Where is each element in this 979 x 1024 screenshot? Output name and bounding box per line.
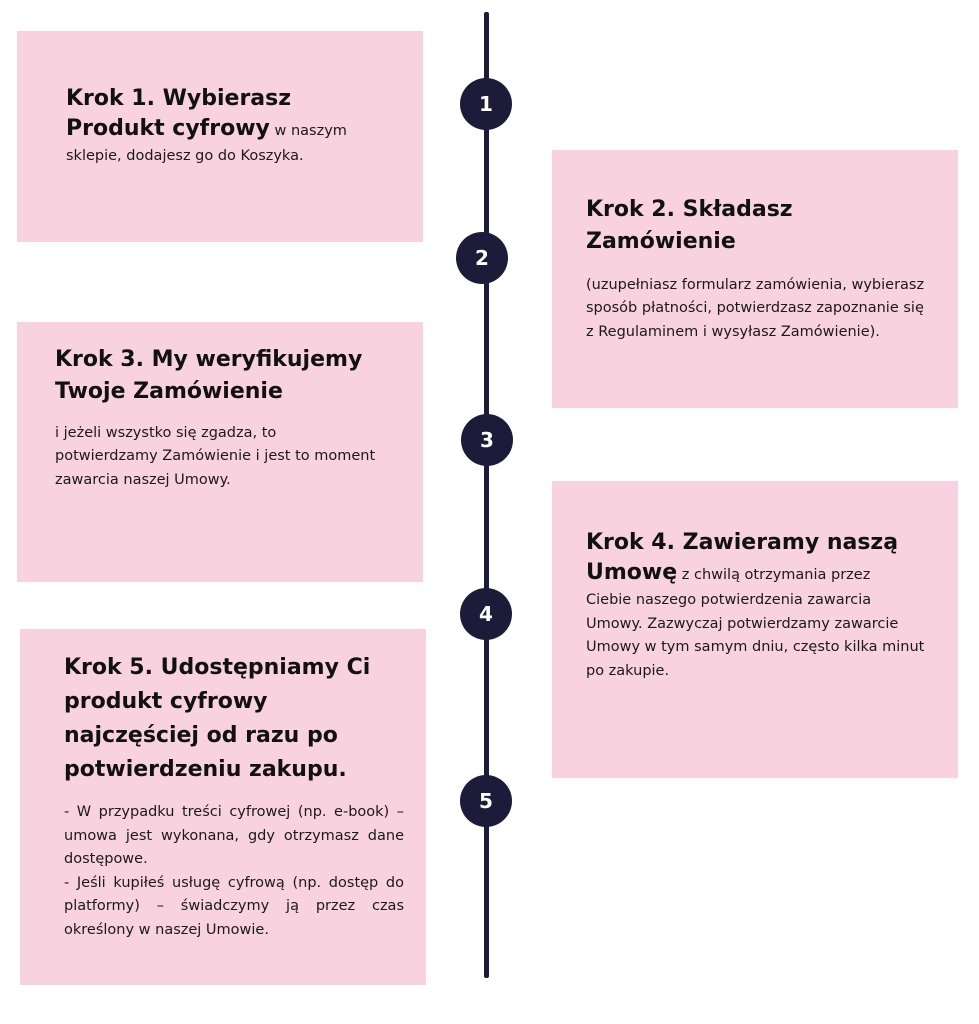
step-4-title-line2: Umowę — [586, 559, 678, 585]
step-3-title-line2: Twoje Zamówienie — [55, 378, 283, 404]
step-4-title-line1: Krok 4. Zawieramy naszą — [586, 530, 899, 555]
step-marker-1: 1 — [460, 78, 512, 130]
step-1-body-inline: w naszym — [269, 122, 347, 139]
step-1-card — [17, 31, 423, 242]
step-marker-4: 4 — [460, 588, 512, 640]
timeline-line — [484, 12, 489, 978]
step-5-body-para1: - W przypadku treści cyfrowej (np. e-book) – umowa jest wykonana, gdy otrzymasz dane dostępowe. — [64, 804, 404, 868]
step-3-body: i jeżeli wszystko się zgadza, to potwierdzamy Zamówienie i jest to moment zawarcia naszej Umowy. — [55, 424, 376, 488]
step-1-title-line1: Krok 1. Wybierasz — [66, 86, 292, 111]
step-2-card — [552, 150, 958, 408]
step-marker-5: 5 — [460, 775, 512, 827]
step-4-card — [552, 481, 958, 778]
step-2-title-line1: Krok 2. Składasz — [586, 197, 793, 222]
step-2-title-line2: Zamówienie — [586, 228, 736, 254]
step-5-title: Krok 5. Udostępniamy Ci produkt cyfrowy najczęściej od razu po potwierdzeniu zakupu. — [64, 655, 371, 783]
step-4-body: Ciebie naszego potwierdzenia zawarcia Umowy. Zazwyczaj potwierdzamy zawarcie Umowy w tym samym dniu, często kilka minut po zakupie. — [586, 592, 925, 679]
step-4-body-inline: z chwilą otrzymania przez — [677, 566, 871, 583]
step-5-body-para2: - Jeśli kupiłeś usługę cyfrową (np. dostęp do platformy) – świadczymy ją przez czas określony w naszej Umowie. — [64, 874, 404, 938]
step-2-body: (uzupełniasz formularz zamówienia, wybierasz sposób płatności, potwierdzasz zapoznanie się z Regulaminem i wysyłasz Zamówienie). — [586, 276, 925, 340]
step-3-title-line1: Krok 3. My weryfikujemy — [55, 347, 363, 372]
step-3-card — [17, 322, 423, 582]
step-1-body: sklepie, dodajesz go do Koszyka. — [66, 148, 304, 165]
step-1-title-line2: Produkt cyfrowy — [66, 115, 270, 141]
step-marker-3: 3 — [461, 414, 513, 466]
step-5-card — [20, 629, 426, 985]
step-marker-2: 2 — [456, 232, 508, 284]
